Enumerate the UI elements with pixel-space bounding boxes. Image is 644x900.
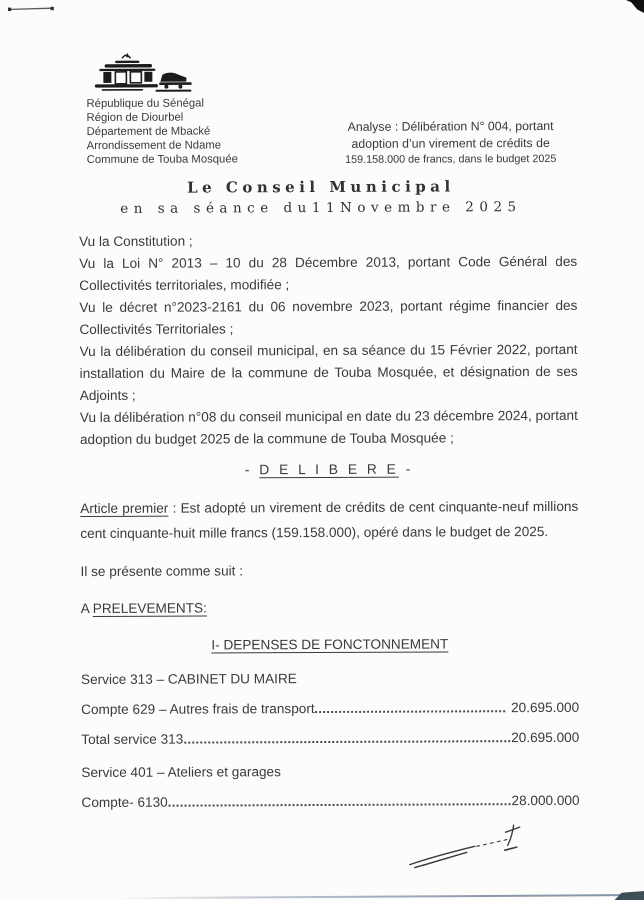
- recital-loi-2013: Vu la Loi N° 2013 – 10 du 28 Décembre 2013, portant Code Général des Collectivités territoriales, modifiée ;: [79, 253, 578, 294]
- analyse-block: [337, 118, 565, 168]
- delibere-heading: [80, 458, 578, 482]
- leader-dots: [169, 803, 511, 806]
- budget-lines: [81, 667, 580, 813]
- arrondissement-line: Arrondissement de Ndame: [86, 139, 222, 152]
- section-a-prefix: A: [80, 601, 93, 617]
- recital-deliberation-2024: Vu la délibération n°08 du conseil municipal en date du 23 décembre 2024, portant adoption du budget 2025 de la commune de Touba Mosquée ;: [79, 407, 578, 448]
- delibere-dash-left: -: [244, 462, 253, 478]
- document-body: [79, 229, 580, 813]
- recital-decret-2023: Vu le décret n°2023-2161 du 06 novembre 2023, portant régime financier des Collectivités Territoriales ;: [79, 297, 578, 338]
- touba-mosque-emblem-icon: [86, 53, 192, 97]
- document-title: Le Conseil Municipal: [187, 177, 455, 197]
- delibere-dash-right: -: [405, 461, 414, 477]
- section-a-heading: [81, 596, 579, 620]
- article-premier-body: Est adopté un virement de crédits de cent cinquante-neuf millions cent cinquante-huit mille francs (159.158.000), opéré dans le budget de 2025.: [80, 498, 579, 542]
- analyse-line-1: Analyse : Délibération N° 004, portant: [347, 118, 554, 134]
- delibere-word: D E L I B E R E: [259, 461, 399, 478]
- budget-compte-6130-amount: 28.000.000: [511, 792, 580, 809]
- budget-service-401: [81, 760, 579, 783]
- analyse-line-3: 159.158.000 de francs, dans le budget 2025: [345, 152, 557, 166]
- administrative-hierarchy: [86, 97, 237, 167]
- budget-compte-629: [81, 697, 579, 720]
- intro-line: Il se présente comme suit :: [80, 563, 243, 580]
- leader-dots: [184, 740, 510, 743]
- article-premier-label: Article premier: [80, 500, 169, 517]
- analyse-line-2: adoption d’un virement de crédits de: [351, 135, 550, 151]
- article-premier: [80, 494, 578, 546]
- recital-constitution: Vu la Constitution ;: [79, 233, 193, 250]
- document-subtitle: en sa séance du11Novembre 2025: [120, 199, 522, 217]
- budget-compte-629-label: Compte 629 – Autres frais de transport: [81, 701, 315, 718]
- departement-line: Département de Mbacké: [86, 125, 211, 138]
- section-i-label: I- DEPENSES DE FONCTONNEMENT: [211, 636, 449, 653]
- budget-total-313: [81, 727, 579, 750]
- budget-compte-6130-label: Compte- 6130: [81, 794, 168, 811]
- section-i-heading: [81, 633, 579, 657]
- handwritten-signature-icon: [405, 819, 535, 875]
- budget-total-313-amount: 20.695.000: [511, 729, 580, 746]
- leader-dots: [316, 710, 505, 713]
- document-title-block: [0, 177, 643, 218]
- budget-compte-629-amount: 20.695.000: [511, 699, 580, 716]
- budget-compte-6130: [81, 790, 579, 813]
- budget-service-313-label: Service 313 – CABINET DU MAIRE: [80, 671, 297, 688]
- budget-service-313: [81, 667, 579, 690]
- recital-deliberation-2022: Vu la délibération du conseil municipal, en sa séance du 15 Février 2022, portant installation du Maire de la commune de Touba Mosquée, et désignation de ses Adjoints ;: [79, 341, 578, 404]
- letterhead-left: [86, 52, 238, 167]
- budget-service-401-label: Service 401 – Ateliers et garages: [81, 764, 281, 781]
- commune-line: Commune de Touba Mosquée: [86, 152, 238, 166]
- region-line: Région de Diourbel: [86, 111, 184, 124]
- country-line: République du Sénégal: [86, 97, 204, 111]
- signature-area: [405, 819, 535, 880]
- budget-total-313-label: Total service 313: [81, 731, 184, 748]
- section-a-label: PRELEVEMENTS:: [92, 600, 207, 617]
- article-premier-colon: :: [168, 500, 181, 516]
